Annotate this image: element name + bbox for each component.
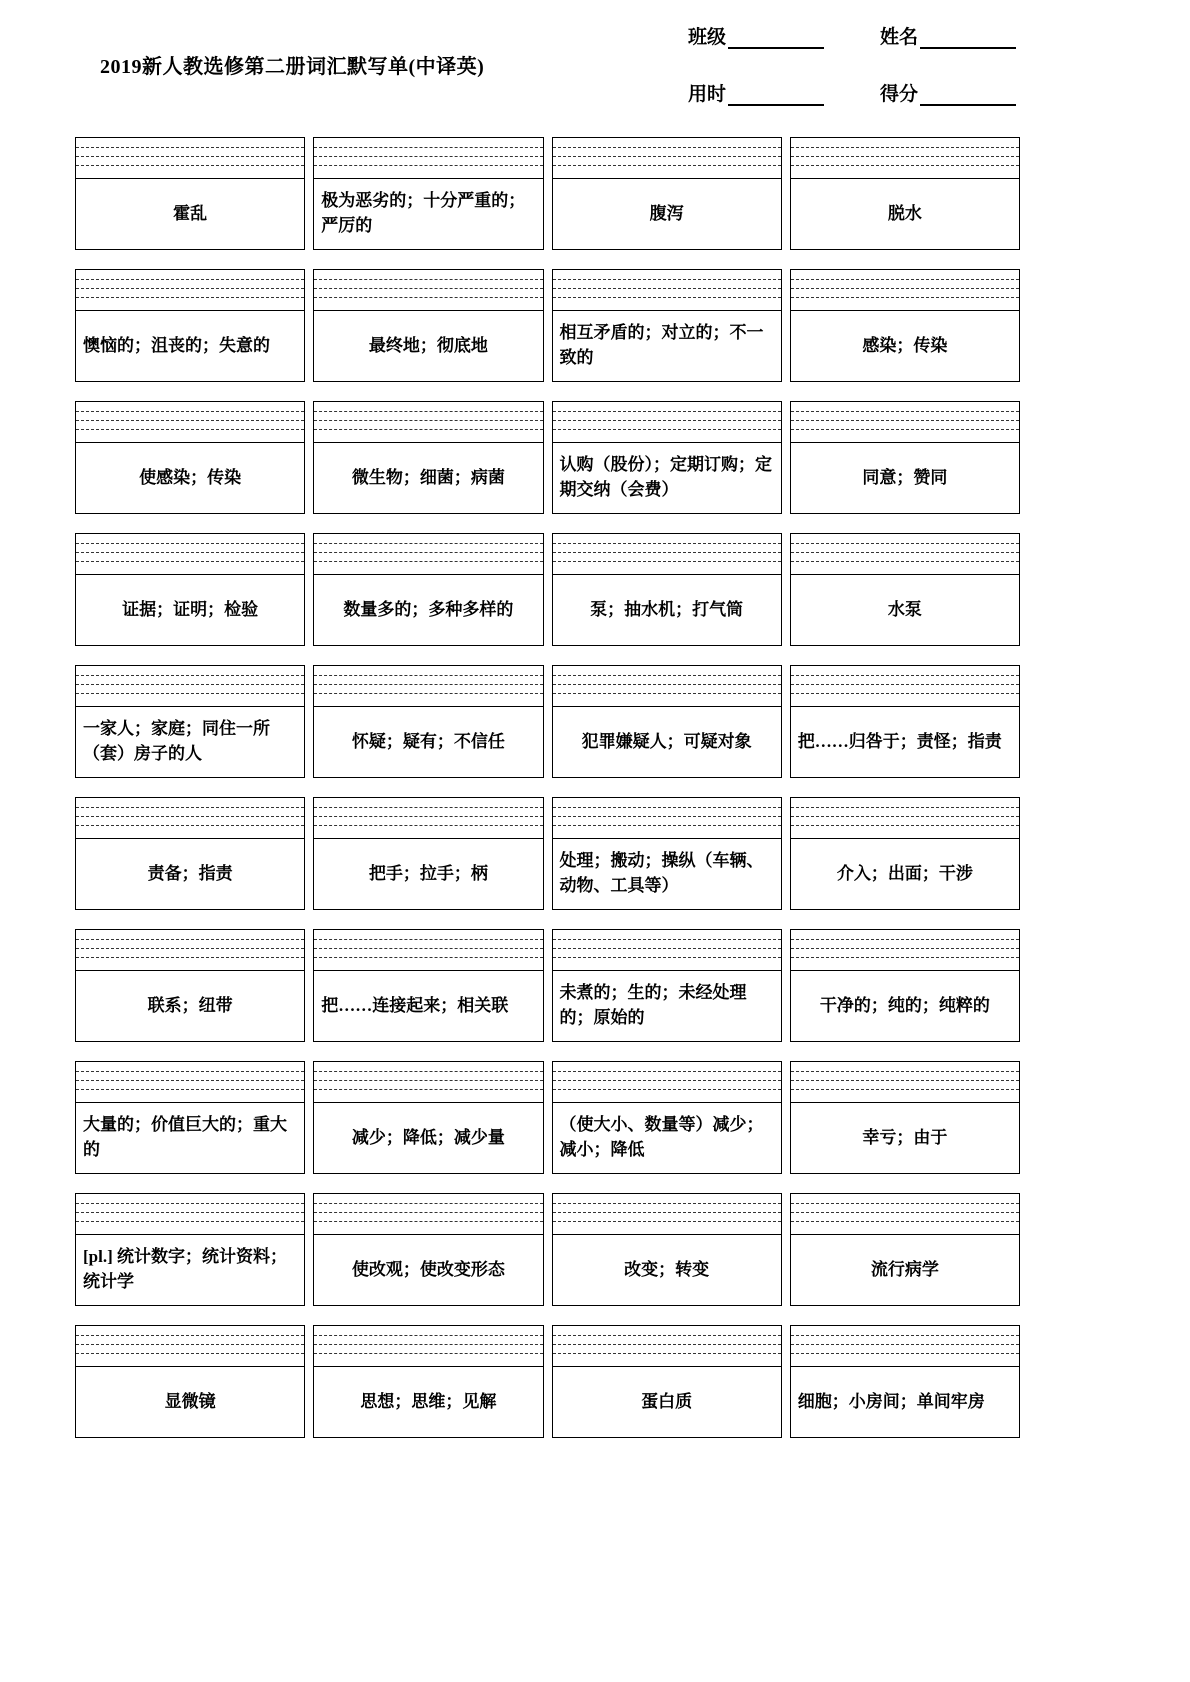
writing-guide-line xyxy=(76,1212,304,1213)
time-label: 用时 xyxy=(688,84,727,105)
writing-guide-line xyxy=(314,561,542,562)
answer-writing-area xyxy=(552,1325,782,1367)
definition-text: 微生物；细菌；病菌 xyxy=(351,467,505,487)
writing-guide-line xyxy=(314,165,542,166)
answer-writing-area xyxy=(313,797,543,839)
writing-guide-line xyxy=(553,1212,781,1213)
writing-guide-line xyxy=(791,807,1019,808)
answer-writing-area xyxy=(552,797,782,839)
writing-guide-line xyxy=(314,156,542,157)
definition-box xyxy=(75,574,305,646)
answer-writing-area xyxy=(75,533,305,575)
writing-guide-line xyxy=(553,288,781,289)
answer-writing-area xyxy=(75,929,305,971)
writing-guide-line xyxy=(314,675,542,676)
writing-guide-line xyxy=(553,816,781,817)
writing-guide-line xyxy=(76,561,304,562)
writing-guide-line xyxy=(314,684,542,685)
definition-text: 干净的；纯的；纯粹的 xyxy=(819,995,990,1015)
vocab-cell xyxy=(313,533,543,646)
page-title: 2019新人教选修第二册词汇默写单(中译英) xyxy=(100,56,485,78)
definition-box xyxy=(313,574,543,646)
definition-text: 同意；赞同 xyxy=(862,467,948,487)
writing-guide-line xyxy=(76,297,304,298)
writing-guide-line xyxy=(791,825,1019,826)
writing-guide-line xyxy=(791,939,1019,940)
writing-guide-line xyxy=(314,420,542,421)
writing-guide-line xyxy=(76,543,304,544)
definition-box xyxy=(75,838,305,910)
writing-guide-line xyxy=(314,1212,542,1213)
answer-writing-area xyxy=(552,1061,782,1103)
writing-guide-line xyxy=(791,429,1019,430)
definition-text: 责备；指责 xyxy=(147,863,233,883)
definition-text: 大量的；价值巨大的；重大的 xyxy=(83,1115,287,1159)
vocab-cell xyxy=(313,1325,543,1438)
definition-box xyxy=(75,706,305,778)
time-field xyxy=(688,79,824,106)
vocab-cell xyxy=(75,1193,305,1306)
definition-box xyxy=(552,178,782,250)
definition-box xyxy=(75,1234,305,1306)
definition-text: 泵；抽水机；打气筒 xyxy=(590,599,744,619)
definition-box xyxy=(552,970,782,1042)
vocab-cell xyxy=(313,1193,543,1306)
writing-guide-line xyxy=(791,948,1019,949)
definition-text: 把……归咎于；责怪；指责 xyxy=(797,731,1002,751)
writing-guide-line xyxy=(314,429,542,430)
writing-guide-line xyxy=(314,1080,542,1081)
answer-writing-area xyxy=(552,137,782,179)
class-field xyxy=(688,22,824,49)
definition-text: 流行病学 xyxy=(870,1259,939,1279)
writing-guide-line xyxy=(314,807,542,808)
writing-guide-line xyxy=(553,1080,781,1081)
writing-guide-line xyxy=(76,957,304,958)
answer-writing-area xyxy=(75,137,305,179)
definition-box xyxy=(313,706,543,778)
writing-guide-line xyxy=(791,1212,1019,1213)
definition-box xyxy=(75,178,305,250)
answer-writing-area xyxy=(313,665,543,707)
definition-box xyxy=(790,838,1020,910)
writing-guide-line xyxy=(314,693,542,694)
writing-guide-line xyxy=(553,1344,781,1345)
answer-writing-area xyxy=(75,401,305,443)
definition-text: 脱水 xyxy=(887,203,922,223)
definition-text: 霍乱 xyxy=(173,203,208,223)
vocab-cell xyxy=(75,797,305,910)
time-blank-line xyxy=(728,84,824,106)
writing-guide-line xyxy=(791,543,1019,544)
vocab-cell xyxy=(552,137,782,250)
vocab-cell xyxy=(75,137,305,250)
vocab-cell xyxy=(75,929,305,1042)
writing-guide-line xyxy=(314,411,542,412)
definition-text: 相互矛盾的；对立的；不一致的 xyxy=(559,323,764,367)
definition-text: 细胞；小房间；单间牢房 xyxy=(797,1391,985,1411)
definition-box xyxy=(790,442,1020,514)
answer-writing-area xyxy=(75,797,305,839)
writing-guide-line xyxy=(791,1335,1019,1336)
writing-guide-line xyxy=(553,948,781,949)
definition-text: 腹泻 xyxy=(649,203,684,223)
writing-guide-line xyxy=(791,957,1019,958)
definition-box xyxy=(313,310,543,382)
definition-text: 一家人；家庭；同住一所（套）房子的人 xyxy=(83,719,270,763)
writing-guide-line xyxy=(76,684,304,685)
writing-guide-line xyxy=(553,1353,781,1354)
writing-guide-line xyxy=(314,279,542,280)
vocab-cell xyxy=(790,1193,1020,1306)
vocab-cell xyxy=(790,1061,1020,1174)
name-blank-line xyxy=(920,27,1016,49)
definition-box xyxy=(313,970,543,1042)
definition-text: 感染；传染 xyxy=(862,335,948,355)
definition-box xyxy=(313,178,543,250)
writing-guide-line xyxy=(791,297,1019,298)
score-label: 得分 xyxy=(879,84,918,105)
writing-guide-line xyxy=(791,1080,1019,1081)
writing-guide-line xyxy=(76,420,304,421)
definition-text: 未煮的；生的；未经处理的；原始的 xyxy=(559,983,747,1027)
writing-guide-line xyxy=(791,552,1019,553)
writing-guide-line xyxy=(553,684,781,685)
definition-box xyxy=(790,970,1020,1042)
definition-box xyxy=(790,574,1020,646)
answer-writing-area xyxy=(552,269,782,311)
writing-guide-line xyxy=(314,552,542,553)
writing-guide-line xyxy=(553,1203,781,1204)
definition-text: 减少；降低；减少量 xyxy=(351,1127,505,1147)
definition-text: 联系；纽带 xyxy=(147,995,233,1015)
writing-guide-line xyxy=(76,288,304,289)
writing-guide-line xyxy=(791,420,1019,421)
writing-guide-line xyxy=(314,939,542,940)
answer-writing-area xyxy=(313,401,543,443)
definition-text: 极为恶劣的；十分严重的；严厉的 xyxy=(321,191,526,235)
definition-box xyxy=(313,838,543,910)
writing-guide-line xyxy=(314,1203,542,1204)
header-fields xyxy=(688,22,1016,136)
definition-box xyxy=(313,442,543,514)
writing-guide-line xyxy=(553,165,781,166)
writing-guide-line xyxy=(314,1089,542,1090)
vocab-cell xyxy=(552,401,782,514)
writing-guide-line xyxy=(553,420,781,421)
writing-guide-line xyxy=(791,288,1019,289)
writing-guide-line xyxy=(791,1089,1019,1090)
vocab-cell xyxy=(790,1325,1020,1438)
writing-guide-line xyxy=(553,1089,781,1090)
definition-box xyxy=(313,1102,543,1174)
writing-guide-line xyxy=(553,807,781,808)
definition-text: 犯罪嫌疑人；可疑对象 xyxy=(581,731,752,751)
answer-writing-area xyxy=(552,929,782,971)
class-blank-line xyxy=(728,27,824,49)
writing-guide-line xyxy=(791,1203,1019,1204)
answer-writing-area xyxy=(790,401,1020,443)
vocab-cell xyxy=(552,1061,782,1174)
writing-guide-line xyxy=(76,279,304,280)
answer-writing-area xyxy=(75,665,305,707)
header-fields-row-2 xyxy=(688,79,1016,106)
writing-guide-line xyxy=(791,1221,1019,1222)
definition-text: 水泵 xyxy=(887,599,922,619)
writing-guide-line xyxy=(76,807,304,808)
vocab-cell xyxy=(75,1325,305,1438)
answer-writing-area xyxy=(313,137,543,179)
definition-text: 思想；思维；见解 xyxy=(360,1391,497,1411)
vocab-cell xyxy=(552,665,782,778)
answer-writing-area xyxy=(790,797,1020,839)
writing-guide-line xyxy=(791,561,1019,562)
writing-guide-line xyxy=(76,1353,304,1354)
answer-writing-area xyxy=(552,533,782,575)
writing-guide-line xyxy=(791,684,1019,685)
writing-guide-line xyxy=(314,288,542,289)
definition-text: 使感染；传染 xyxy=(139,467,242,487)
vocab-cell xyxy=(75,269,305,382)
writing-guide-line xyxy=(553,411,781,412)
writing-guide-line xyxy=(553,1335,781,1336)
writing-guide-line xyxy=(791,1344,1019,1345)
writing-guide-line xyxy=(553,297,781,298)
definition-box xyxy=(552,574,782,646)
answer-writing-area xyxy=(75,1325,305,1367)
answer-writing-area xyxy=(313,1061,543,1103)
vocab-cell xyxy=(75,533,305,646)
vocab-cell xyxy=(313,1061,543,1174)
writing-guide-line xyxy=(553,957,781,958)
writing-guide-line xyxy=(76,1089,304,1090)
writing-guide-line xyxy=(553,147,781,148)
writing-guide-line xyxy=(791,147,1019,148)
writing-guide-line xyxy=(791,1353,1019,1354)
definition-box xyxy=(552,1234,782,1306)
answer-writing-area xyxy=(790,1061,1020,1103)
writing-guide-line xyxy=(314,1353,542,1354)
answer-writing-area xyxy=(75,269,305,311)
definition-box xyxy=(75,442,305,514)
writing-guide-line xyxy=(791,816,1019,817)
definition-box xyxy=(552,838,782,910)
writing-guide-line xyxy=(314,957,542,958)
name-label: 姓名 xyxy=(879,27,918,48)
vocab-cell xyxy=(552,533,782,646)
definition-box xyxy=(790,310,1020,382)
writing-guide-line xyxy=(553,675,781,676)
vocab-cell xyxy=(552,929,782,1042)
definition-text: 最终地；彻底地 xyxy=(368,335,488,355)
writing-guide-line xyxy=(314,1221,542,1222)
definition-text: 怀疑；疑有；不信任 xyxy=(351,731,505,751)
writing-guide-line xyxy=(76,147,304,148)
writing-guide-line xyxy=(76,156,304,157)
writing-guide-line xyxy=(553,939,781,940)
writing-guide-line xyxy=(76,165,304,166)
writing-guide-line xyxy=(553,429,781,430)
writing-guide-line xyxy=(791,165,1019,166)
vocab-cell xyxy=(313,665,543,778)
writing-guide-line xyxy=(314,825,542,826)
writing-guide-line xyxy=(791,675,1019,676)
definition-text: 把手；拉手；柄 xyxy=(368,863,488,883)
answer-writing-area xyxy=(313,929,543,971)
answer-writing-area xyxy=(790,1193,1020,1235)
vocab-cell xyxy=(313,137,543,250)
vocab-cell xyxy=(75,401,305,514)
writing-guide-line xyxy=(791,156,1019,157)
definition-box xyxy=(313,1366,543,1438)
definition-text: 蛋白质 xyxy=(641,1391,693,1411)
answer-writing-area xyxy=(313,1325,543,1367)
definition-text: 使改观；使改变形态 xyxy=(351,1259,505,1279)
writing-guide-line xyxy=(314,1344,542,1345)
definition-text: （使大小、数量等）减少；减小；降低 xyxy=(559,1115,764,1159)
definition-text: 幸亏；由于 xyxy=(862,1127,948,1147)
answer-writing-area xyxy=(552,1193,782,1235)
vocab-cell xyxy=(790,137,1020,250)
vocab-cell xyxy=(313,401,543,514)
definition-box xyxy=(790,706,1020,778)
definition-box xyxy=(790,178,1020,250)
definition-text: 显微镜 xyxy=(164,1391,216,1411)
writing-guide-line xyxy=(76,411,304,412)
writing-guide-line xyxy=(76,1071,304,1072)
writing-guide-line xyxy=(76,675,304,676)
answer-writing-area xyxy=(790,1325,1020,1367)
writing-guide-line xyxy=(76,552,304,553)
vocab-cell xyxy=(552,1325,782,1438)
definition-box xyxy=(790,1102,1020,1174)
name-field xyxy=(880,22,1016,49)
writing-guide-line xyxy=(553,1071,781,1072)
vocab-cell xyxy=(790,929,1020,1042)
definition-text: 改变；转变 xyxy=(624,1259,710,1279)
writing-guide-line xyxy=(553,1221,781,1222)
definition-text: 证据；证明；检验 xyxy=(122,599,259,619)
writing-guide-line xyxy=(76,1203,304,1204)
definition-box xyxy=(75,970,305,1042)
writing-guide-line xyxy=(791,693,1019,694)
definition-box xyxy=(790,1234,1020,1306)
definition-box xyxy=(552,1366,782,1438)
answer-writing-area xyxy=(313,1193,543,1235)
definition-box xyxy=(790,1366,1020,1438)
answer-writing-area xyxy=(313,533,543,575)
definition-box xyxy=(552,442,782,514)
score-blank-line xyxy=(920,84,1016,106)
writing-guide-line xyxy=(76,825,304,826)
answer-writing-area xyxy=(790,269,1020,311)
answer-writing-area xyxy=(790,533,1020,575)
writing-guide-line xyxy=(791,1071,1019,1072)
header-fields-row-1 xyxy=(688,22,1016,49)
answer-writing-area xyxy=(552,401,782,443)
writing-guide-line xyxy=(553,156,781,157)
writing-guide-line xyxy=(553,561,781,562)
definition-text: 懊恼的；沮丧的；失意的 xyxy=(83,335,270,355)
vocab-cell xyxy=(790,533,1020,646)
definition-box xyxy=(552,706,782,778)
vocab-cell xyxy=(790,797,1020,910)
writing-guide-line xyxy=(76,1335,304,1336)
definition-text: 数量多的；多种多样的 xyxy=(343,599,514,619)
writing-guide-line xyxy=(314,297,542,298)
answer-writing-area xyxy=(790,929,1020,971)
writing-guide-line xyxy=(553,552,781,553)
vocab-cell xyxy=(552,269,782,382)
writing-guide-line xyxy=(553,543,781,544)
definition-box xyxy=(75,1366,305,1438)
vocab-cell xyxy=(313,269,543,382)
writing-guide-line xyxy=(76,693,304,694)
answer-writing-area xyxy=(313,269,543,311)
writing-guide-line xyxy=(314,816,542,817)
writing-guide-line xyxy=(314,948,542,949)
writing-guide-line xyxy=(76,429,304,430)
writing-guide-line xyxy=(76,1080,304,1081)
vocab-cell xyxy=(313,929,543,1042)
writing-guide-line xyxy=(553,279,781,280)
score-field xyxy=(880,79,1016,106)
definition-text: 把……连接起来；相关联 xyxy=(321,995,509,1015)
writing-guide-line xyxy=(76,939,304,940)
writing-guide-line xyxy=(314,1071,542,1072)
writing-guide-line xyxy=(76,948,304,949)
definition-text: 认购（股份）；定期订购；定期交纳（会费） xyxy=(559,455,772,499)
definition-box xyxy=(75,310,305,382)
definition-text: 介入；出面；干涉 xyxy=(836,863,973,883)
definition-box xyxy=(552,310,782,382)
vocab-cell xyxy=(75,665,305,778)
vocab-cell xyxy=(790,269,1020,382)
answer-writing-area xyxy=(790,665,1020,707)
writing-guide-line xyxy=(791,411,1019,412)
writing-guide-line xyxy=(314,147,542,148)
definition-box xyxy=(313,1234,543,1306)
definition-box xyxy=(75,1102,305,1174)
vocab-cell xyxy=(75,1061,305,1174)
definition-box xyxy=(552,1102,782,1174)
vocab-cell xyxy=(790,401,1020,514)
answer-writing-area xyxy=(552,665,782,707)
writing-guide-line xyxy=(791,279,1019,280)
vocab-cell xyxy=(313,797,543,910)
answer-writing-area xyxy=(75,1193,305,1235)
class-label: 班级 xyxy=(688,27,727,48)
writing-guide-line xyxy=(553,693,781,694)
answer-writing-area xyxy=(75,1061,305,1103)
vocab-cell xyxy=(790,665,1020,778)
writing-guide-line xyxy=(314,1335,542,1336)
writing-guide-line xyxy=(76,1221,304,1222)
definition-text: [pl.] 统计数字；统计资料；统计学 xyxy=(83,1247,287,1291)
writing-guide-line xyxy=(314,543,542,544)
writing-guide-line xyxy=(76,816,304,817)
writing-guide-line xyxy=(76,1344,304,1345)
definition-text: 处理；搬动；操纵（车辆、动物、工具等） xyxy=(559,851,764,895)
writing-guide-line xyxy=(553,825,781,826)
vocab-cell xyxy=(552,1193,782,1306)
vocab-grid xyxy=(75,137,1020,1438)
vocab-cell xyxy=(552,797,782,910)
answer-writing-area xyxy=(790,137,1020,179)
